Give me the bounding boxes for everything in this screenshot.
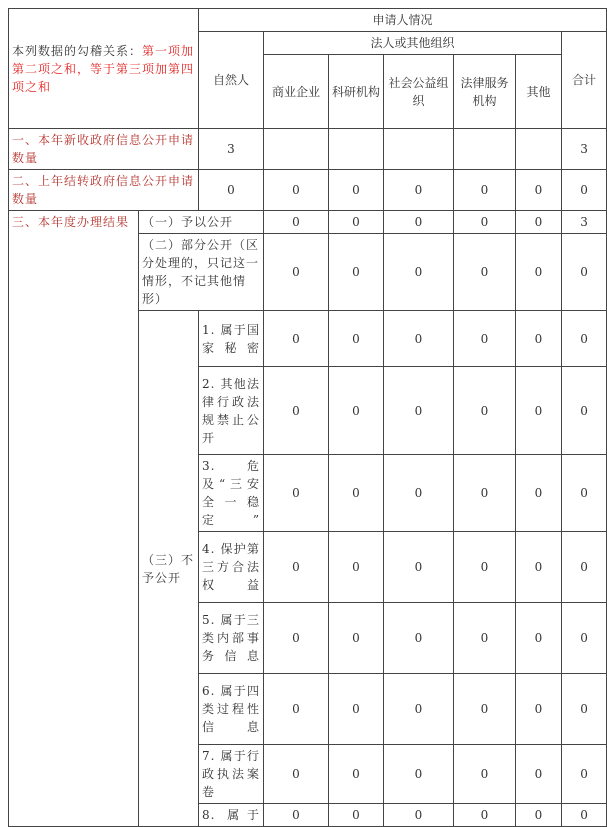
cell-value: 0 <box>329 804 384 827</box>
cell-value: 0 <box>516 455 562 532</box>
cell-value: 0 <box>264 367 329 455</box>
cell-value: 0 <box>329 234 384 311</box>
cell-value: 0 <box>562 804 607 827</box>
cell-value: 0 <box>329 211 384 234</box>
cell-value: 0 <box>264 455 329 532</box>
cell-value: 0 <box>454 211 516 234</box>
cell-value: 0 <box>516 170 562 211</box>
cell-value: 0 <box>329 745 384 804</box>
sub-row-label: 5. 属于三类内部事务信息 <box>199 603 264 674</box>
cell-value: 0 <box>454 745 516 804</box>
total-header: 合计 <box>562 32 607 129</box>
corner-note <box>9 9 199 129</box>
cell-value: 0 <box>384 234 454 311</box>
social-welfare-header: 社会公益组织 <box>384 55 454 129</box>
cell-value: 0 <box>516 532 562 603</box>
cell-value: 3 <box>562 129 607 170</box>
cell-value: 0 <box>562 455 607 532</box>
cell-value <box>454 129 516 170</box>
cell-value: 0 <box>454 532 516 603</box>
cell-value: 0 <box>454 804 516 827</box>
cell-value: 0 <box>329 367 384 455</box>
cell-value <box>329 129 384 170</box>
row-label-disclosed: （一）予以公开 <box>139 211 264 234</box>
cell-value: 0 <box>264 745 329 804</box>
cell-value: 0 <box>384 532 454 603</box>
cell-value <box>264 129 329 170</box>
cell-value: 0 <box>264 532 329 603</box>
sub-row-label: 7. 属于行政执法案卷 <box>199 745 264 804</box>
cell-value: 0 <box>264 234 329 311</box>
cell-value <box>384 129 454 170</box>
cell-value: 0 <box>516 211 562 234</box>
corner-note-part1: 本列数据的勾稽关系： <box>12 43 143 58</box>
cell-value: 0 <box>264 211 329 234</box>
cell-value: 0 <box>264 804 329 827</box>
research-header: 科研机构 <box>329 55 384 129</box>
cell-value: 0 <box>454 674 516 745</box>
cell-value: 0 <box>384 603 454 674</box>
cell-value: 0 <box>264 674 329 745</box>
cell-value: 0 <box>199 170 264 211</box>
cell-value: 0 <box>384 170 454 211</box>
cell-value: 0 <box>516 311 562 367</box>
sub-row-label: 8. 属于 <box>199 804 264 827</box>
cell-value: 0 <box>384 455 454 532</box>
cell-value: 0 <box>384 745 454 804</box>
row-label-partial: （二）部分公开（区分处理的，只记这一情形，不记其他情形） <box>139 234 264 311</box>
corner-note-part2: 第一项加第二项之和，等于第三项加第四项之和 <box>12 43 195 94</box>
cell-value: 0 <box>454 455 516 532</box>
cell-value: 0 <box>329 532 384 603</box>
others-header: 其他 <box>516 55 562 129</box>
cell-value: 0 <box>329 455 384 532</box>
cell-value: 0 <box>562 170 607 211</box>
cell-value: 0 <box>516 804 562 827</box>
sub-row-label: 2. 其他法律行政法规禁止公开 <box>199 367 264 455</box>
cell-value: 0 <box>384 311 454 367</box>
disclosure-statistics-table <box>8 8 607 827</box>
cell-value: 0 <box>516 367 562 455</box>
cell-value: 0 <box>329 674 384 745</box>
legal-and-others-header: 法人或其他组织 <box>264 32 562 55</box>
cell-value: 0 <box>516 745 562 804</box>
applicant-situation-header: 申请人情况 <box>199 9 607 32</box>
cell-value: 0 <box>516 234 562 311</box>
cell-value <box>516 129 562 170</box>
sub-row-label: 6. 属于四类过程性信息 <box>199 674 264 745</box>
cell-value: 0 <box>384 211 454 234</box>
cell-value: 0 <box>562 745 607 804</box>
cell-value: 0 <box>562 367 607 455</box>
cell-value: 0 <box>384 367 454 455</box>
cell-value: 0 <box>329 311 384 367</box>
cell-value: 0 <box>454 367 516 455</box>
cell-value: 0 <box>562 674 607 745</box>
row-label-carried-over: 二、上年结转政府信息公开申请数量 <box>9 170 199 211</box>
cell-value: 3 <box>562 211 607 234</box>
cell-value: 0 <box>264 603 329 674</box>
row-label-new-requests: 一、本年新收政府信息公开申请数量 <box>9 129 199 170</box>
cell-value: 0 <box>264 170 329 211</box>
natural-person-header: 自然人 <box>199 32 264 129</box>
sub-row-label: 4. 保护第三方合法权益 <box>199 532 264 603</box>
cell-value: 0 <box>384 804 454 827</box>
table-row <box>9 211 607 234</box>
table-row <box>9 129 607 170</box>
cell-value: 0 <box>384 674 454 745</box>
business-header: 商业企业 <box>264 55 329 129</box>
sub-row-label: 3. 危及“三安全一稳定” <box>199 455 264 532</box>
cell-value: 0 <box>454 603 516 674</box>
cell-value: 0 <box>562 603 607 674</box>
row-label-results: 三、本年度办理结果 <box>9 211 139 827</box>
table-row <box>9 170 607 211</box>
sub-row-label: 1. 属于国家秘密 <box>199 311 264 367</box>
cell-value: 0 <box>329 603 384 674</box>
cell-value: 0 <box>516 674 562 745</box>
legal-service-header: 法律服务机构 <box>454 55 516 129</box>
cell-value: 0 <box>454 234 516 311</box>
header-row-1 <box>9 9 607 32</box>
cell-value: 0 <box>454 170 516 211</box>
cell-value: 3 <box>199 129 264 170</box>
row-label-not-disclosed: （三）不予公开 <box>139 311 199 827</box>
cell-value: 0 <box>454 311 516 367</box>
cell-value: 0 <box>562 311 607 367</box>
cell-value: 0 <box>329 170 384 211</box>
cell-value: 0 <box>264 311 329 367</box>
cell-value: 0 <box>562 532 607 603</box>
cell-value: 0 <box>562 234 607 311</box>
cell-value: 0 <box>516 603 562 674</box>
